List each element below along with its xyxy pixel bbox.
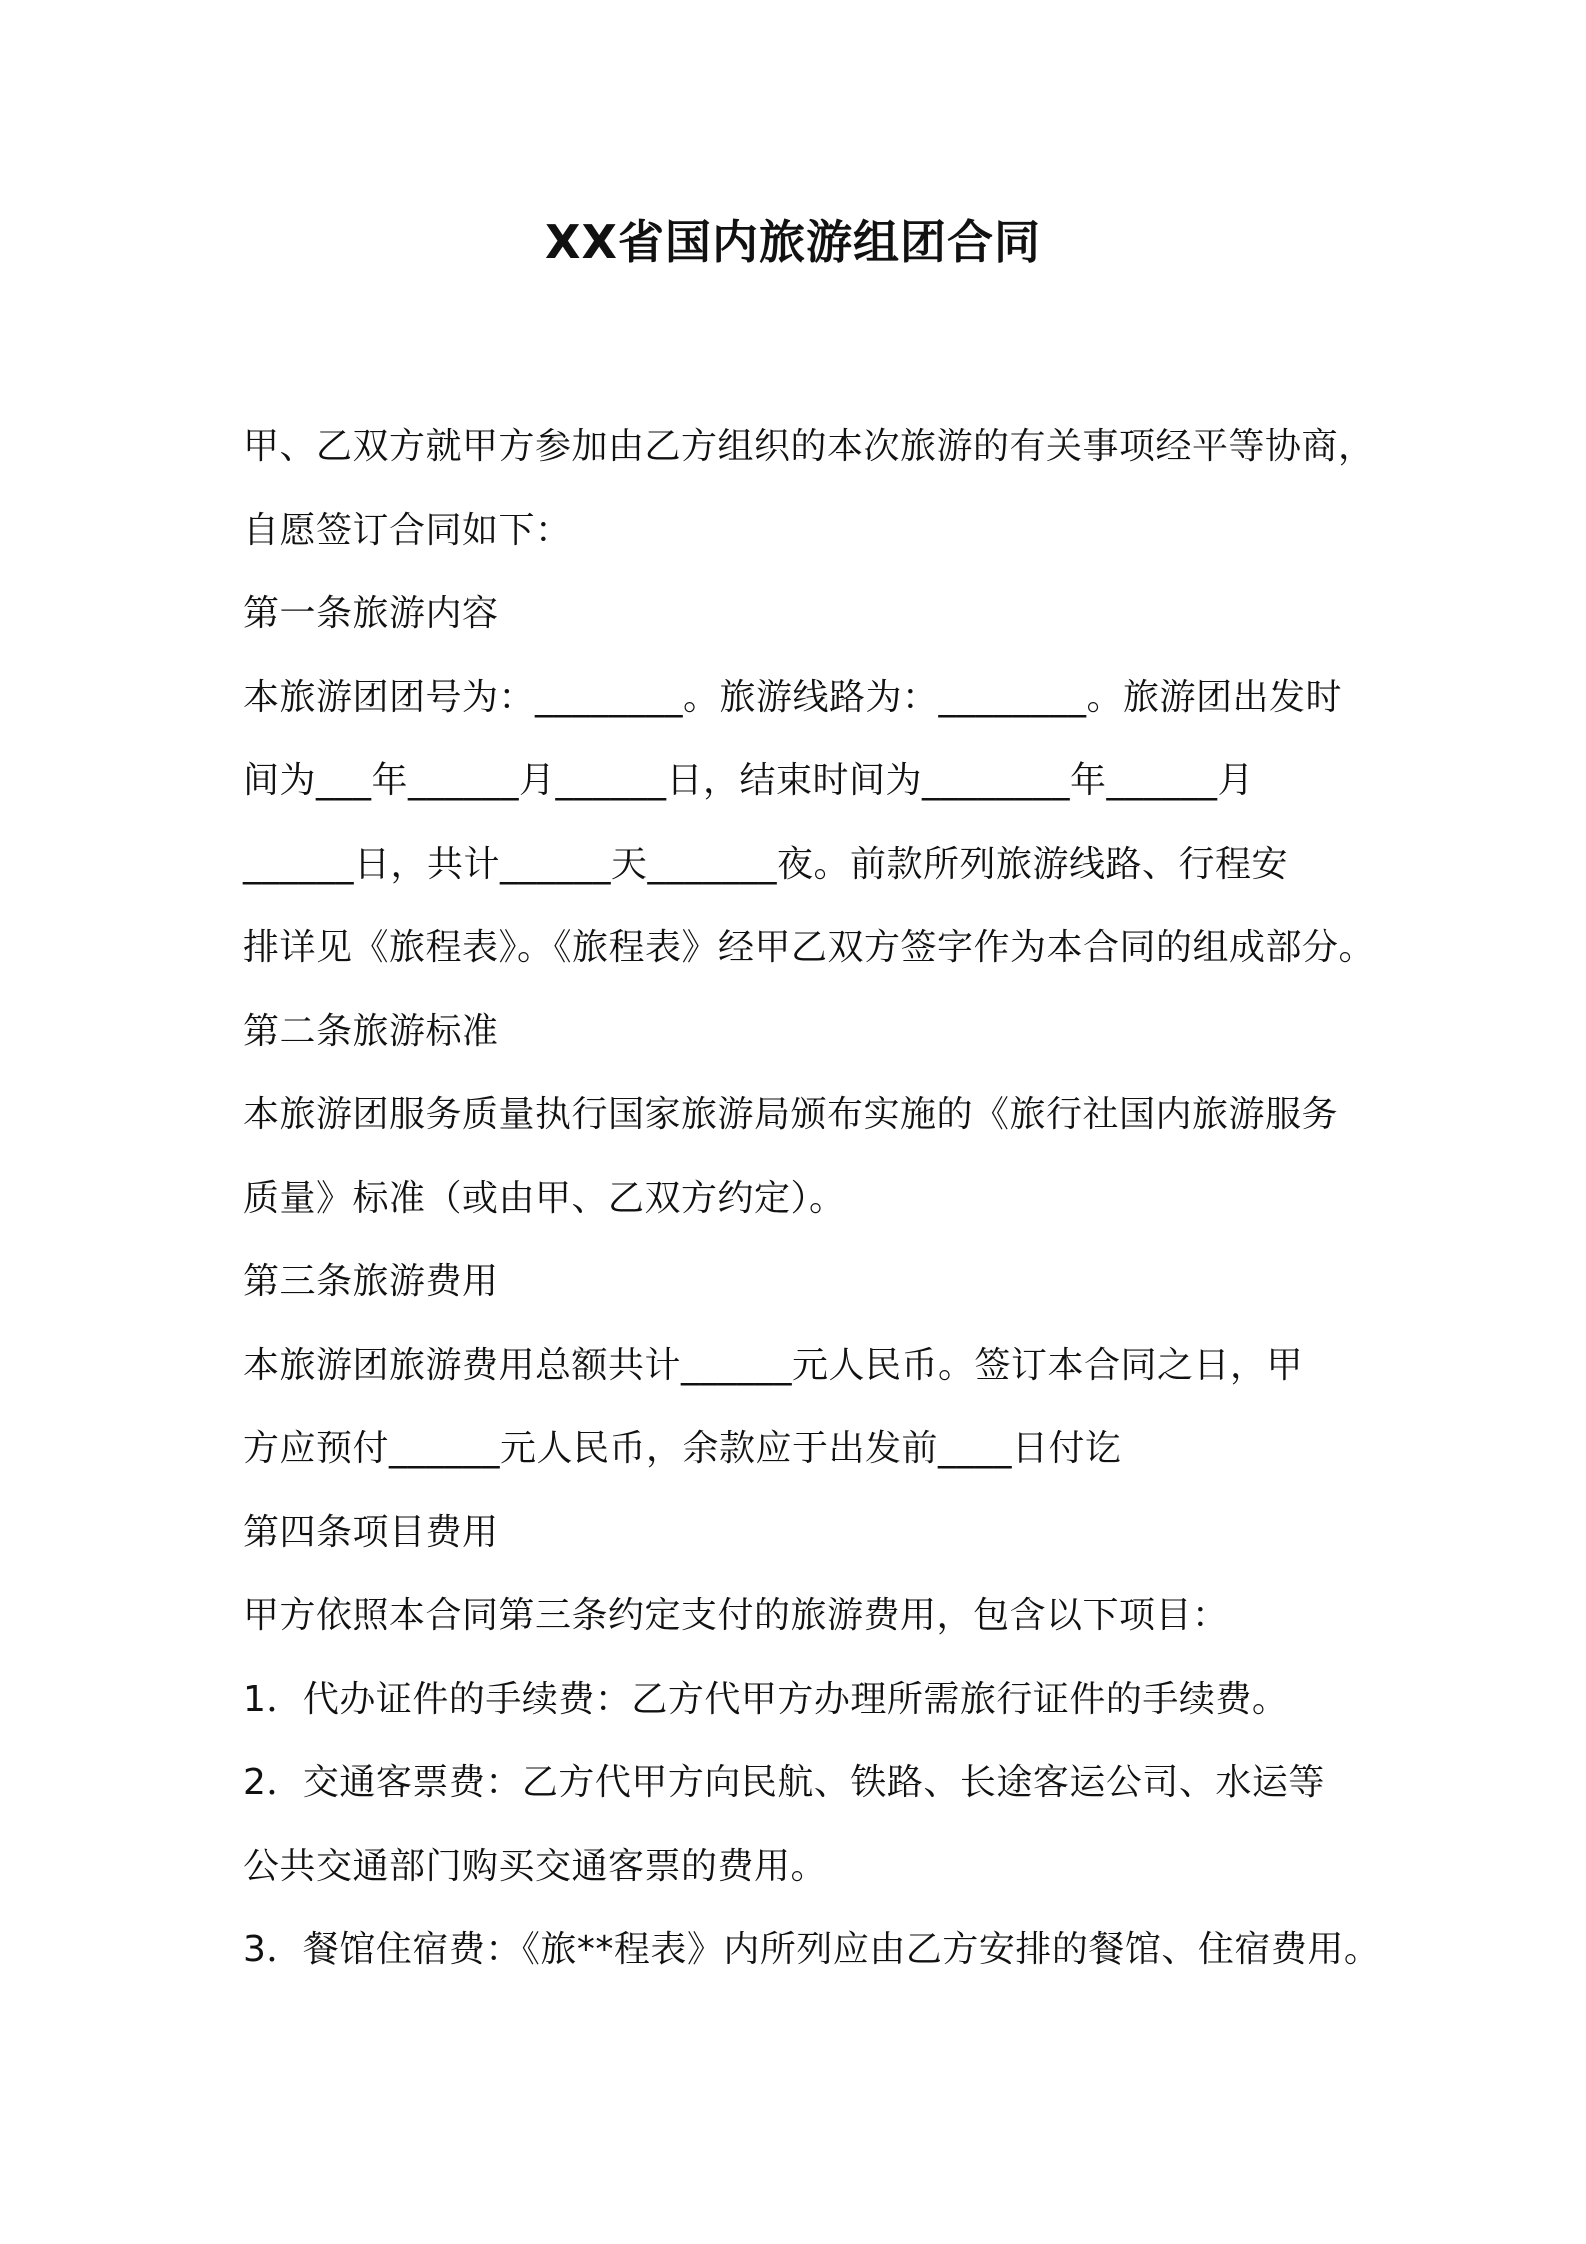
- paragraph-line: 甲、乙双方就甲方参加由乙方组织的本次旅游的有关事项经平等协商，: [243, 426, 1375, 467]
- section-heading: 第三条旅游费用: [243, 1261, 499, 1302]
- paragraph-line: 甲方依照本合同第三条约定支付的旅游费用，包含以下项目：: [243, 1595, 1229, 1636]
- list-item: 1．代办证件的手续费：乙方代甲方办理所需旅行证件的手续费。: [243, 1678, 1289, 1720]
- section-heading: 第一条旅游内容: [243, 593, 499, 634]
- document-title: XX省国内旅游组团合同: [545, 215, 1041, 269]
- paragraph-line: 方应预付______元人民币，余款应于出发前____日付讫: [243, 1428, 1122, 1469]
- paragraph-line: 本旅游团团号为：________。旅游线路为：________。旅游团出发时: [243, 676, 1343, 718]
- paragraph-line: 本旅游团旅游费用总额共计______元人民币。签订本合同之日，甲: [243, 1344, 1304, 1386]
- paragraph-line: 本旅游团服务质量执行国家旅游局颁布实施的《旅行社国内旅游服务: [243, 1094, 1339, 1135]
- section-heading: 第四条项目费用: [243, 1511, 499, 1553]
- paragraph-line: 间为___年______月______日，结束时间为________年______月: [243, 760, 1255, 801]
- list-item-continuation: 公共交通部门购买交通客票的费用。: [243, 1845, 828, 1887]
- paragraph-line: 自愿签订合同如下：: [243, 509, 572, 551]
- list-item: 2．交通客票费：乙方代甲方向民航、铁路、长途客运公司、水运等: [243, 1762, 1325, 1803]
- section-heading: 第二条旅游标准: [243, 1010, 499, 1052]
- document-body: [243, 405, 1381, 1992]
- paragraph-line: ______日，共计______天_______夜。前款所列旅游线路、行程安: [243, 843, 1289, 885]
- paragraph-line: 排详见《旅程表》。《旅程表》经甲乙双方签字作为本合同的组成部分。: [243, 927, 1376, 968]
- paragraph-line: 质量》标准（或由甲、乙双方约定）。: [243, 1177, 846, 1219]
- list-item: 3．餐馆住宿费：《旅**程表》内所列应由乙方安排的餐馆、住宿费用。: [243, 1929, 1381, 1970]
